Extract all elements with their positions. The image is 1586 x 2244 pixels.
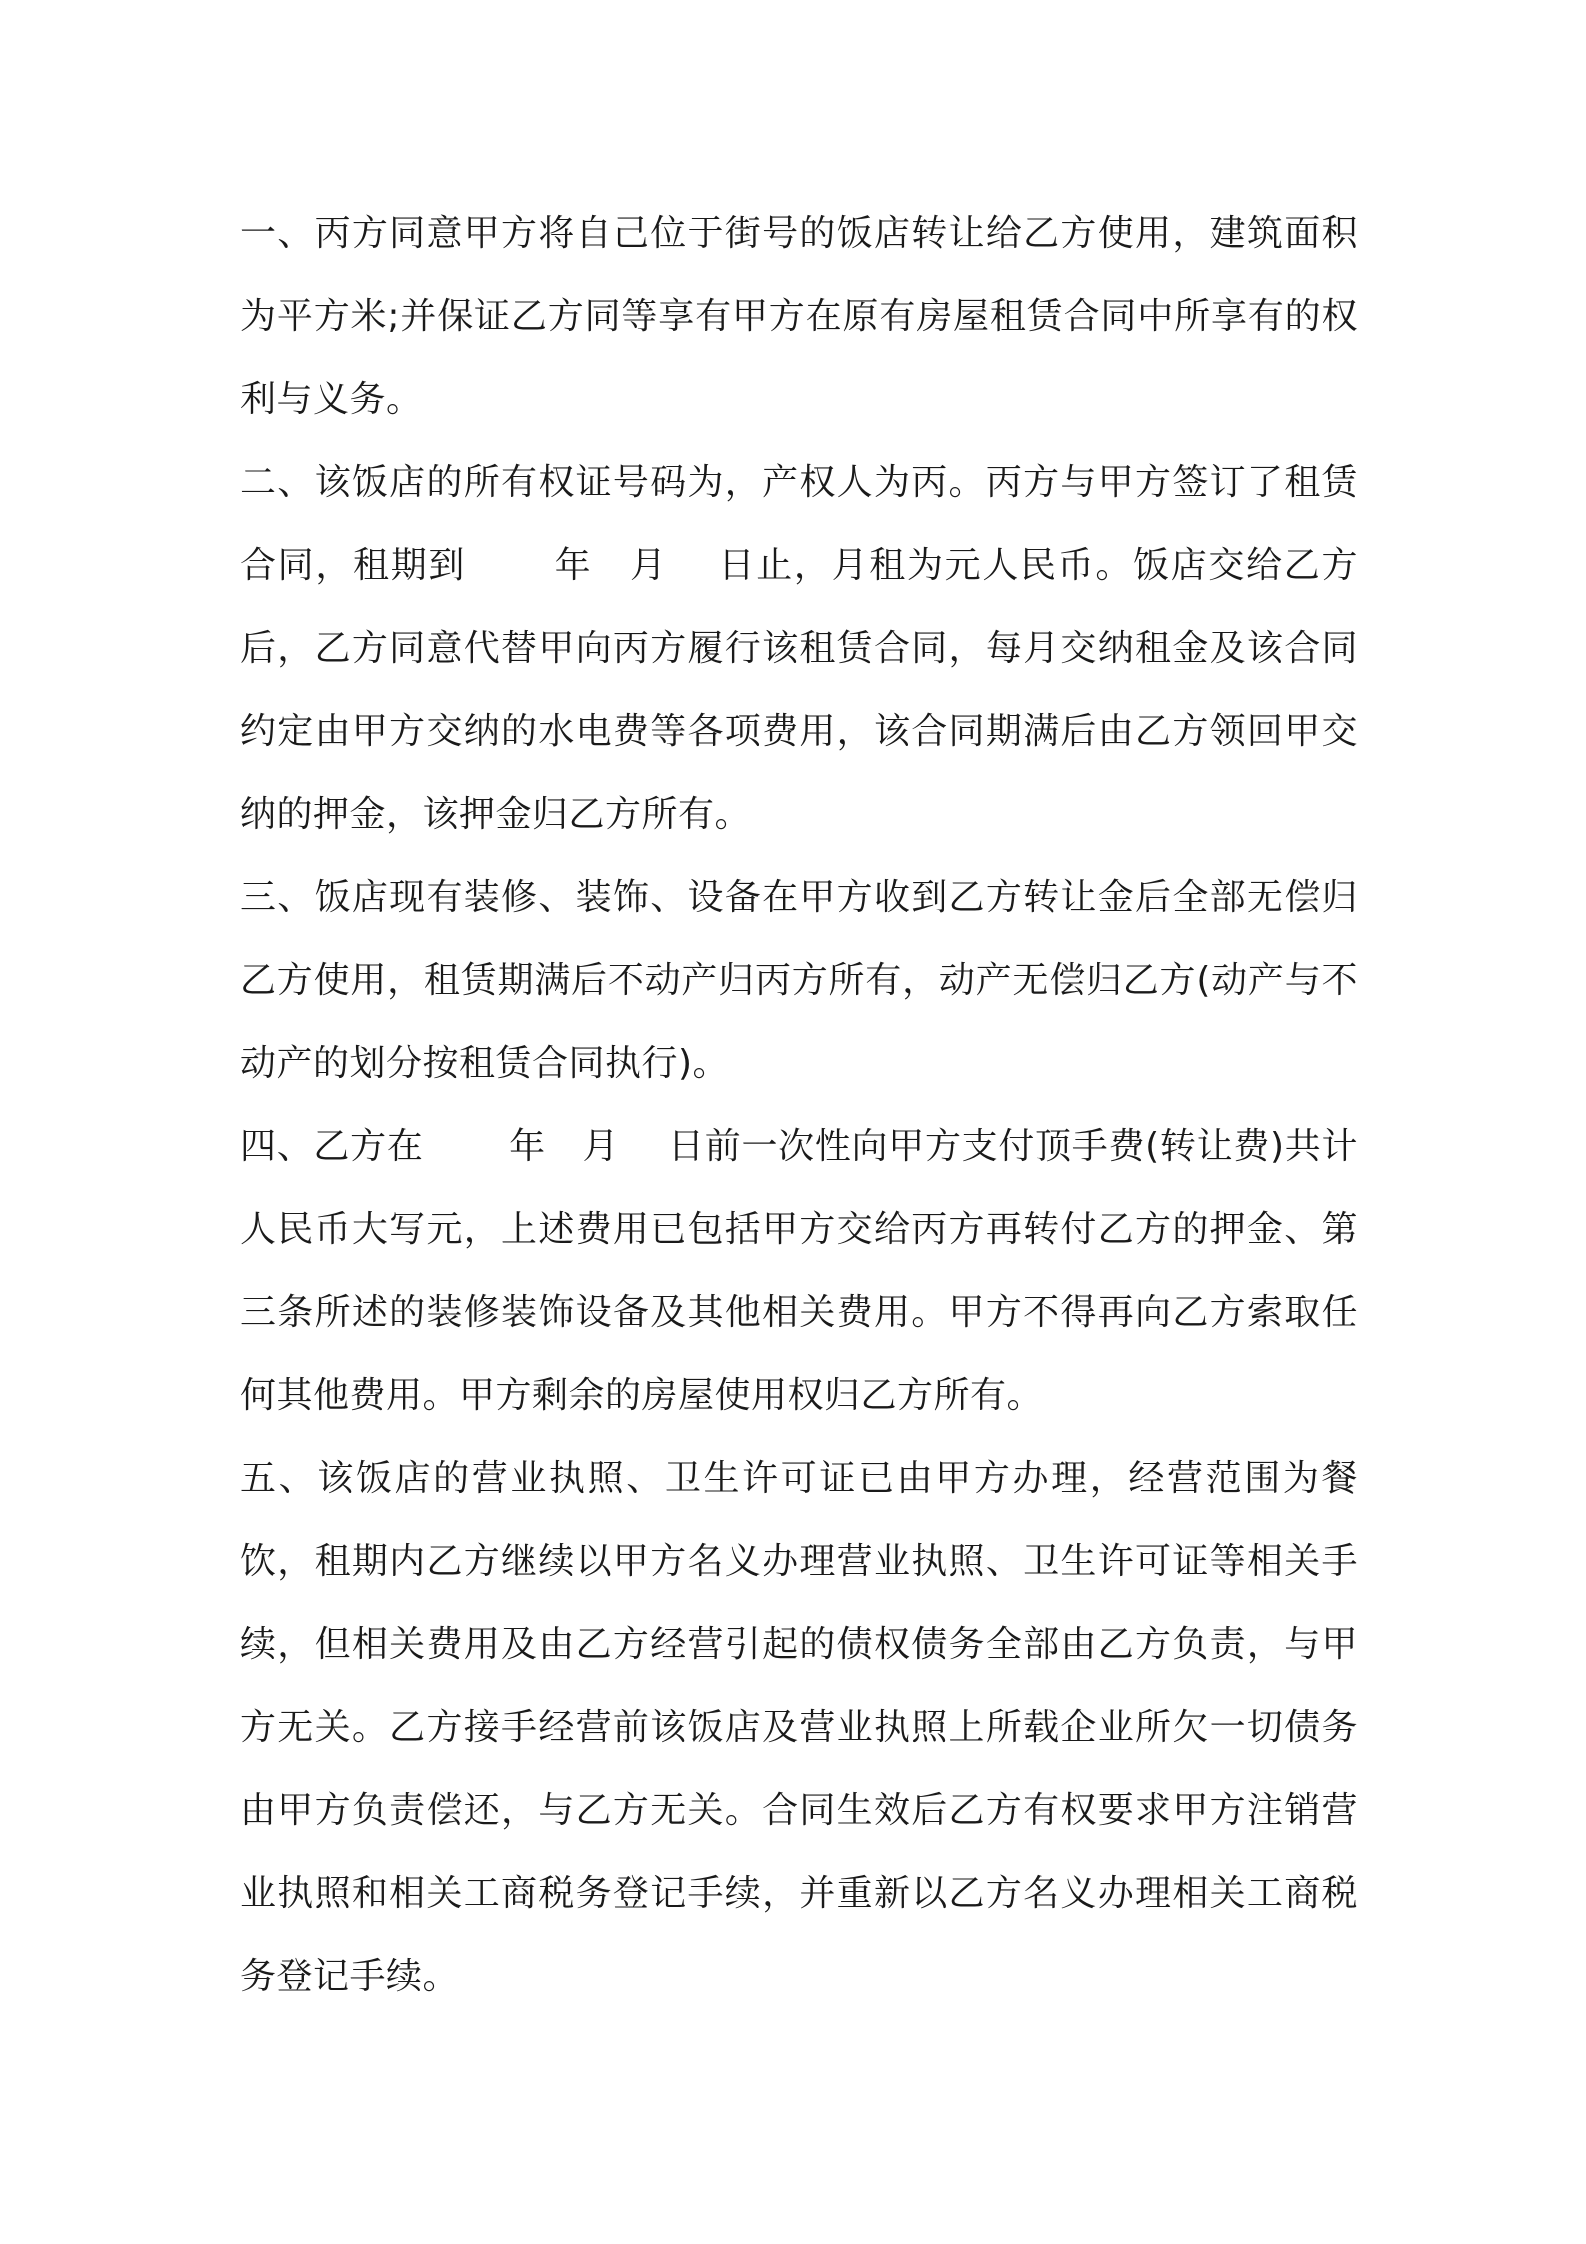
clause-4: 四、乙方在 年 月 日前一次性向甲方支付顶手费(转让费)共计人民币大写元，上述费用已包括甲方交给丙方再转付乙方的押金、第三条所述的装修装饰设备及其他相关费用。甲方不得再向乙方索取任何其他费用。甲方剩余的房屋使用权归乙方所有。 bbox=[240, 1126, 1358, 1416]
clause-3: 三、饭店现有装修、装饰、设备在甲方收到乙方转让金后全部无偿归乙方使用，租赁期满后不动产归丙方所有，动产无偿归乙方(动产与不动产的划分按租赁合同执行)。 bbox=[240, 877, 1358, 1084]
document-body bbox=[240, 192, 1358, 2018]
clause-5: 五、该饭店的营业执照、卫生许可证已由甲方办理，经营范围为餐饮，租期内乙方继续以甲方名义办理营业执照、卫生许可证等相关手续，但相关费用及由乙方经营引起的债权债务全部由乙方负责，与甲方无关。乙方接手经营前该饭店及营业执照上所载企业所欠一切债务由甲方负责偿还，与乙方无关。合同生效后乙方有权要求甲方注销营业执照和相关工商税务登记手续，并重新以乙方名义办理相关工商税务登记手续。 bbox=[240, 1458, 1358, 1997]
clause-1: 一、丙方同意甲方将自己位于街号的饭店转让给乙方使用，建筑面积为平方米;并保证乙方同等享有甲方在原有房屋租赁合同中所享有的权利与义务。 bbox=[240, 213, 1358, 420]
clause-2: 二、该饭店的所有权证号码为，产权人为丙。丙方与甲方签订了租赁合同，租期到 年 月 日止，月租为元人民币。饭店交给乙方后，乙方同意代替甲向丙方履行该租赁合同，每月交纳租金及该合同约定由甲方交纳的水电费等各项费用，该合同期满后由乙方领回甲交纳的押金，该押金归乙方所有。 bbox=[240, 462, 1358, 835]
